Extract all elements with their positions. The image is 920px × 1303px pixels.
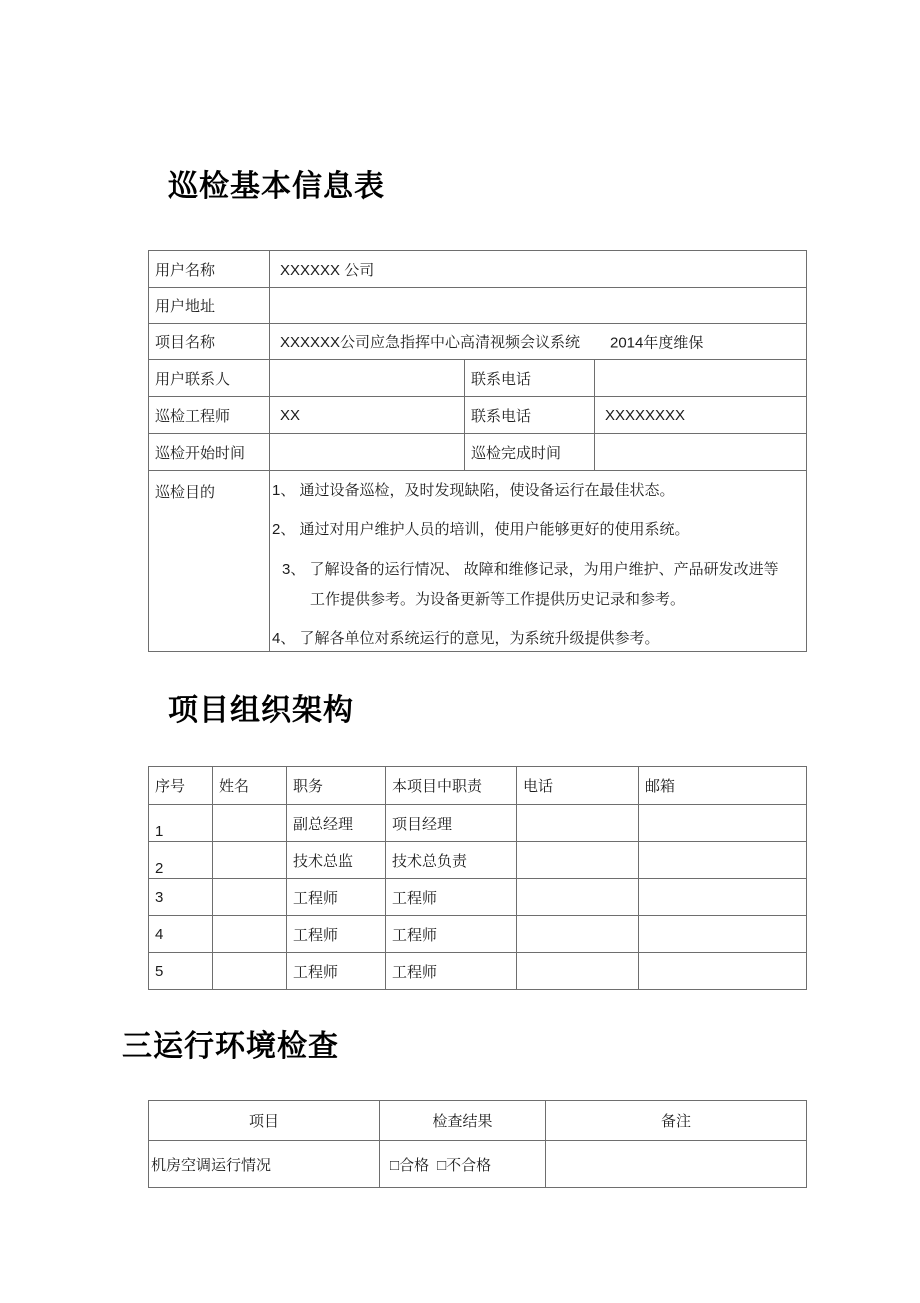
org-row-phone bbox=[517, 842, 639, 879]
start-time-label: 巡检开始时间 bbox=[149, 434, 270, 471]
org-row-role: 工程师 bbox=[386, 879, 517, 916]
finish-time-label: 巡检完成时间 bbox=[465, 434, 595, 471]
table-row bbox=[149, 251, 807, 288]
org-row-email bbox=[639, 953, 807, 990]
org-row-name bbox=[213, 842, 287, 879]
org-row-no: 2 bbox=[149, 842, 213, 879]
org-row-phone bbox=[517, 805, 639, 842]
table-row bbox=[149, 397, 807, 434]
fail-option-label: 不合格 bbox=[446, 1156, 492, 1174]
org-row-email bbox=[639, 879, 807, 916]
purpose-label: 巡检目的 bbox=[149, 471, 270, 652]
org-row-title: 工程师 bbox=[287, 879, 386, 916]
table-row bbox=[149, 805, 807, 842]
user-name-label: 用户名称 bbox=[149, 251, 270, 288]
org-row-name bbox=[213, 953, 287, 990]
table-row bbox=[149, 434, 807, 471]
org-row-name bbox=[213, 879, 287, 916]
table-row bbox=[149, 288, 807, 324]
org-row-no: 3 bbox=[149, 879, 213, 916]
pass-checkbox-icon[interactable]: □ bbox=[390, 1156, 400, 1174]
purpose-item-1: 1、 通过设备巡检，及时发现缺陷，使设备运行在最佳状态。 bbox=[272, 482, 675, 499]
org-header-role: 本项目中职责 bbox=[386, 767, 517, 805]
finish-time-value bbox=[595, 434, 807, 471]
org-row-email bbox=[639, 805, 807, 842]
table-row bbox=[149, 1141, 807, 1188]
org-row-title: 技术总监 bbox=[287, 842, 386, 879]
table-header-row bbox=[149, 767, 807, 805]
section-title-inspection-info: 巡检基本信息表 bbox=[168, 170, 385, 203]
purpose-item-3-continued: 工作提供参考。为设备更新等工作提供历史记录和参考。 bbox=[310, 591, 686, 608]
purpose-item-2: 2、 通过对用户维护人员的培训，使用户能够更好的使用系统。 bbox=[272, 521, 690, 538]
table-row bbox=[149, 324, 807, 360]
start-time-value bbox=[270, 434, 465, 471]
inspection-info-table bbox=[148, 250, 807, 652]
org-header-no: 序号 bbox=[149, 767, 213, 805]
org-row-title: 副总经理 bbox=[287, 805, 386, 842]
purpose-cell bbox=[270, 471, 807, 652]
table-header-row bbox=[149, 1101, 807, 1141]
inspector-phone-value: XXXXXXXX bbox=[595, 397, 807, 434]
org-row-email bbox=[639, 842, 807, 879]
project-name-cell bbox=[270, 324, 807, 360]
env-row-result bbox=[380, 1141, 546, 1188]
section-title-organization: 项目组织架构 bbox=[168, 694, 354, 727]
user-contact-value bbox=[270, 360, 465, 397]
pass-option[interactable] bbox=[390, 1154, 429, 1175]
org-row-name bbox=[213, 916, 287, 953]
org-row-no: 5 bbox=[149, 953, 213, 990]
user-address-label: 用户地址 bbox=[149, 288, 270, 324]
purpose-item-3: 3、 了解设备的运行情况、 故障和维修记录，为用户维护、产品研发改进等 bbox=[282, 561, 779, 578]
org-row-no: 4 bbox=[149, 916, 213, 953]
env-row-item: 机房空调运行情况 bbox=[149, 1141, 380, 1188]
org-header-email: 邮箱 bbox=[639, 767, 807, 805]
user-contact-label: 用户联系人 bbox=[149, 360, 270, 397]
table-row bbox=[149, 879, 807, 916]
org-row-role: 项目经理 bbox=[386, 805, 517, 842]
user-name-value: XXXXXX 公司 bbox=[270, 251, 807, 288]
fail-option[interactable] bbox=[437, 1154, 491, 1175]
org-row-role: 技术总负责 bbox=[386, 842, 517, 879]
org-row-no: 1 bbox=[149, 805, 213, 842]
env-header-note: 备注 bbox=[546, 1101, 807, 1141]
env-header-result: 检查结果 bbox=[380, 1101, 546, 1141]
inspector-phone-label: 联系电话 bbox=[465, 397, 595, 434]
section-title-environment-check: 三运行环境检查 bbox=[122, 1030, 339, 1063]
user-address-value bbox=[270, 288, 807, 324]
table-row bbox=[149, 360, 807, 397]
pass-option-label: 合格 bbox=[399, 1156, 430, 1174]
org-row-title: 工程师 bbox=[287, 953, 386, 990]
org-row-title: 工程师 bbox=[287, 916, 386, 953]
org-row-name bbox=[213, 805, 287, 842]
org-header-title: 职务 bbox=[287, 767, 386, 805]
purpose-item-4: 4、 了解各单位对系统运行的意见，为系统升级提供参考。 bbox=[272, 630, 660, 647]
contact-phone-label: 联系电话 bbox=[465, 360, 595, 397]
environment-check-table bbox=[148, 1100, 807, 1188]
inspector-value: XX bbox=[270, 397, 465, 434]
env-row-note bbox=[546, 1141, 807, 1188]
project-maintenance-year: 2014年度维保 bbox=[610, 334, 704, 351]
fail-checkbox-icon[interactable]: □ bbox=[437, 1156, 447, 1174]
env-header-item: 项目 bbox=[149, 1101, 380, 1141]
table-row bbox=[149, 953, 807, 990]
table-row bbox=[149, 471, 807, 652]
org-row-phone bbox=[517, 916, 639, 953]
contact-phone-value bbox=[595, 360, 807, 397]
project-name-label: 项目名称 bbox=[149, 324, 270, 360]
table-row bbox=[149, 916, 807, 953]
org-header-phone: 电话 bbox=[517, 767, 639, 805]
project-name-value: XXXXXX公司应急指挥中心高清视频会议系统 bbox=[280, 334, 581, 351]
inspector-label: 巡检工程师 bbox=[149, 397, 270, 434]
organization-table bbox=[148, 766, 807, 990]
table-row bbox=[149, 842, 807, 879]
org-row-role: 工程师 bbox=[386, 916, 517, 953]
org-row-phone bbox=[517, 953, 639, 990]
org-row-role: 工程师 bbox=[386, 953, 517, 990]
org-row-email bbox=[639, 916, 807, 953]
org-row-phone bbox=[517, 879, 639, 916]
org-header-name: 姓名 bbox=[213, 767, 287, 805]
